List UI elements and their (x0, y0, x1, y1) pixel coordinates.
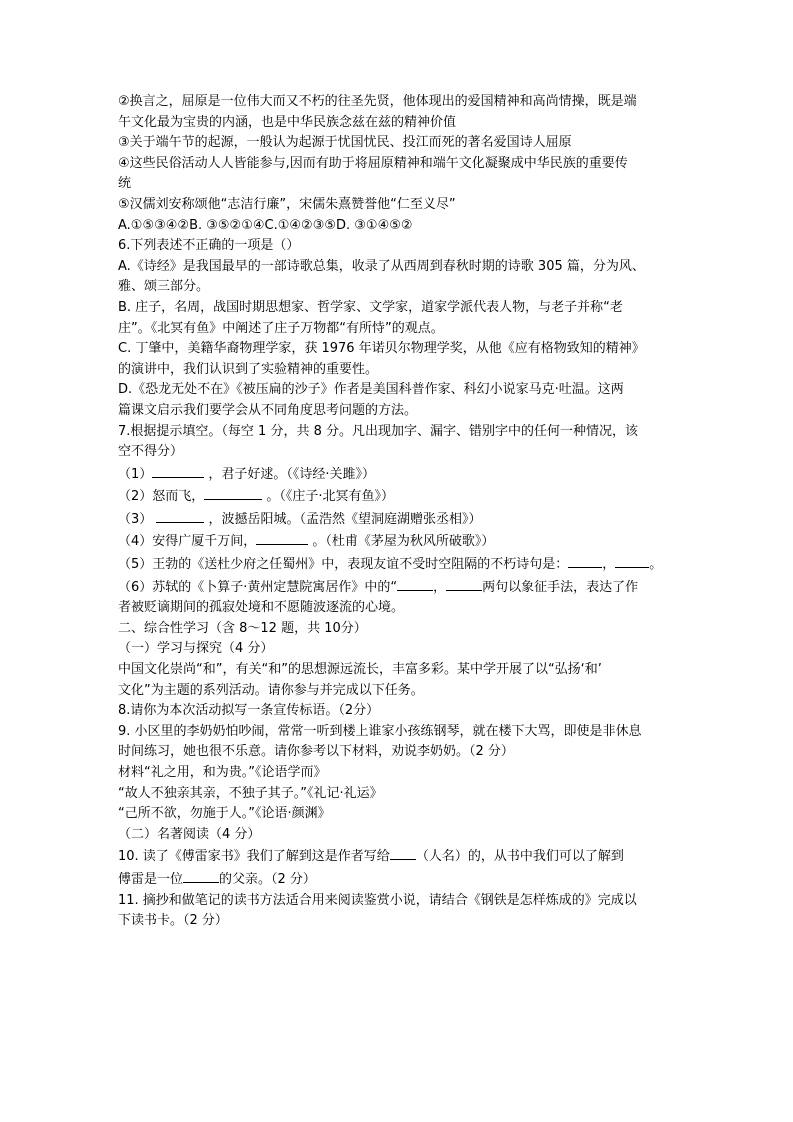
item-text: 傅雷是一位 (118, 871, 184, 887)
item-text: ， (602, 557, 616, 573)
text-block-a (118, 92, 678, 463)
item-number: （1） (118, 466, 153, 482)
text-line: ⑤汉儒刘安称颂他“志洁行廉”，宋儒朱熹赞誉他“仁至义尽” (118, 196, 456, 212)
text-line: 8.请你为本次活动拟写一条宣传标语。（2分） (118, 703, 380, 719)
fill-item-2 (118, 485, 678, 508)
item-text: ，波撼岳阳城。（孟浩然《望洞庭湖赠张丞相》） (204, 511, 482, 527)
item-text: （5）王勃的《送杜少府之任蜀州》中，表现友谊不受时空阻隔的不朽诗句是： (118, 557, 569, 573)
text-line: （二）名著阅读（4 分） (118, 826, 261, 842)
text-line: 空不得分） (118, 444, 184, 460)
text-line: 篇课文启示我们要学会从不同角度思考问题的方法。 (118, 402, 418, 418)
item-text: （6）苏轼的《卜算子·黄州定慧院寓居作》中的“ (118, 579, 398, 595)
item-text: 怒而飞， (152, 489, 205, 505)
question-11-line-2: 下读书卡。（2 分） (118, 913, 228, 929)
text-line: ④这些民俗活动人人皆能参与,因而有助于将屈原精神和端午文化凝聚成中华民族的重要传 (118, 155, 628, 171)
text-line: 文化”为主题的系列活动。请你参与并完成以下任务。 (118, 682, 424, 698)
text-line: B. 庄子，名周，战国时期思想家、哲学家、文学家，道家学派代表人物，与老子并称“老 (118, 299, 623, 315)
fill-item-5 (118, 553, 678, 576)
answer-blank[interactable] (446, 576, 482, 591)
text-line: 时间练习，她也很不乐意。请你参考以下材料，劝说李奶奶。（2 分） (118, 744, 514, 760)
text-line: 者被贬谪期间的孤寂处境和不愿随波逐流的心境。 (118, 600, 405, 616)
text-line: 统 (118, 176, 132, 192)
text-block-b (118, 598, 678, 845)
item-text: 安得广厦千万间， (152, 534, 257, 550)
answer-blank[interactable] (390, 845, 416, 860)
item-number: （2） (118, 489, 153, 505)
item-text: 。 (649, 557, 663, 573)
answer-blank[interactable] (615, 553, 649, 568)
item-number: （3） (118, 511, 157, 527)
fill-item-6 (118, 576, 678, 599)
question-10-line-1 (118, 845, 678, 868)
text-line: A.《诗经》是我国最早的一部诗歌总集，收录了从西周到春秋时期的诗歌 305 篇，分为风、 (118, 258, 645, 274)
item-text: 。（杜甫《茅屋为秋风所破歌》） (308, 534, 495, 550)
text-line: “己所不欲，勿施于人。”《论语·颜渊》 (118, 806, 331, 822)
text-line: 二、综合性学习（含 8～12 题，共 10分） (118, 620, 367, 636)
question-10-line-2 (118, 868, 678, 891)
item-text: 两句以象征手法，表达了作 (482, 579, 639, 595)
answer-blank[interactable] (156, 508, 204, 523)
item-number: （4） (118, 534, 153, 550)
item-text: 。（《庄子·北冥有鱼》） (262, 489, 395, 505)
text-line: 6.下列表述不正确的一项是（） (118, 238, 300, 254)
fill-item-1 (118, 463, 678, 486)
text-line: 9. 小区里的李奶奶怕吵闹，常常一听到楼上谁家小孩练钢琴，就在楼下大骂，即使是非休息 (118, 723, 642, 739)
answer-blank[interactable] (152, 463, 204, 478)
text-line: C. 丁肇中，美籍华裔物理学家，获 1976 年诺贝尔物理学奖，从他《应有格物致知的精神》 (118, 341, 645, 357)
item-text: ，君子好逑。（《诗经·关雎》） (204, 466, 376, 482)
text-line: “故人不独亲其亲，不独子其子。”《礼记·礼运》 (118, 785, 383, 801)
text-line: A.①⑤③④②B. ③⑤②①④C.①④②③⑤D. ③①④⑤② (118, 217, 413, 233)
exam-page (118, 92, 678, 932)
text-line: 中国文化崇尚“和”，有关“和”的思想源远流长，丰富多彩。某中学开展了以“弘扬‘和’ (118, 662, 602, 678)
fill-item-3 (118, 508, 678, 531)
text-line: 雅、颂三部分。 (118, 279, 210, 295)
answer-blank[interactable] (568, 553, 602, 568)
text-line: 午文化最为宝贵的内涵，也是中华民族念兹在兹的精神价值 (118, 114, 457, 130)
text-line: ②换言之，屈原是一位伟大而又不朽的往圣先贤，他体现出的爱国精神和高尚情操，既是端 (118, 94, 637, 109)
item-text: （人名）的，从书中我们可以了解到 (415, 849, 624, 865)
item-text: ， (433, 579, 447, 595)
text-line: 7.根据提示填空。（每空 1 分，共 8 分。凡出现加字、漏字、错别字中的任何一种情况，该 (118, 423, 638, 439)
item-text: 的父亲。（2 分） (219, 871, 316, 887)
fill-item-4 (118, 530, 678, 553)
text-line: （一）学习与探究（4 分） (118, 641, 274, 657)
text-line: 的演讲中，我们认识到了实验精神的重要性。 (118, 361, 379, 377)
question-11-line-1: 11. 摘抄和做笔记的读书方法适合用来阅读鉴赏小说，请结合《钢铁是怎样炼成的》完成以 (118, 892, 637, 908)
text-line: 材料“礼之用，和为贵。”《论语学而》 (118, 765, 327, 780)
text-line: ③关于端午节的起源，一般认为起源于忧国忧民、投江而死的著名爱国诗人屈原 (118, 135, 572, 151)
item-text: 10. 读了《傅雷家书》我们了解到这是作者写给 (118, 849, 390, 865)
answer-blank[interactable] (204, 485, 262, 500)
text-line: D.《恐龙无处不在》《被压扁的沙子》作者是美国科普作家、科幻小说家马克·吐温。这两 (118, 382, 624, 398)
answer-blank[interactable] (183, 868, 219, 883)
answer-blank[interactable] (397, 576, 433, 591)
text-line: 庄”。《北冥有鱼》中阐述了庄子万物都“有所恃”的观点。 (118, 320, 444, 336)
answer-blank[interactable] (256, 530, 308, 545)
